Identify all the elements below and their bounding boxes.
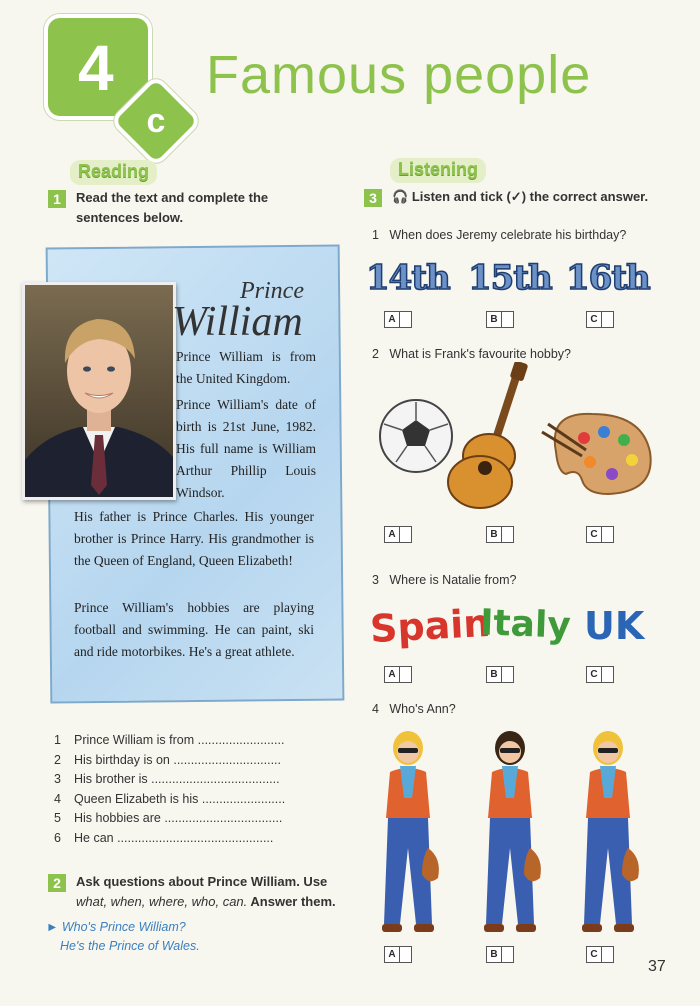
sentence-item[interactable]: 6 He can ............................................. xyxy=(54,830,274,845)
option-16th: 16th xyxy=(566,258,650,298)
football-icon xyxy=(380,400,452,472)
answer-box-1c[interactable]: C xyxy=(586,311,614,328)
guitar-icon xyxy=(448,362,528,508)
option-14th: 14th xyxy=(366,258,450,298)
answer-box-2c[interactable]: C xyxy=(586,526,614,543)
answer-box-3a[interactable]: A xyxy=(384,666,412,683)
option-italy: Italy xyxy=(479,602,572,647)
exercise-3-instruction: 🎧 Listen and tick (✓) the correct answer. xyxy=(392,189,649,204)
question-3: 3 Where is Natalie from? xyxy=(372,573,517,587)
card-paragraph-2: Prince William's date of birth is 21st June, 1982. His full name is William Arthur Phillip Louis Windsor. xyxy=(176,397,316,500)
sentence-list xyxy=(54,733,334,850)
card-title-small: Prince xyxy=(240,278,304,304)
exercise-1-instruction: Read the text and complete the sentences below. xyxy=(76,190,269,225)
sentence-item[interactable]: 5 His hobbies are .................................. xyxy=(54,811,283,825)
sentence-item[interactable]: 3 His brother is ..................................... xyxy=(54,772,280,786)
answer-box-1a[interactable]: A xyxy=(384,311,412,328)
exercise-2-instruction: Ask questions about Prince William. Use what, when, where, who, can. Answer them. xyxy=(76,874,336,909)
question-2: 2 What is Frank's favourite hobby? xyxy=(372,347,572,361)
answer-box-4b[interactable]: B xyxy=(486,946,514,963)
answer-box-1b[interactable]: B xyxy=(486,311,514,328)
answer-box-4a[interactable]: A xyxy=(384,946,412,963)
card-paragraph-3: His father is Prince Charles. His younger brother is Prince Harry. His grandmother is the Queen of England, Queen Elizabeth! xyxy=(74,509,314,568)
exercise-2-number: 2 xyxy=(48,874,66,892)
reading-heading: Reading xyxy=(70,160,157,185)
exercise-1-number: 1 xyxy=(48,190,66,208)
card-paragraph-1: Prince William is from the United Kingdom. xyxy=(176,349,316,386)
listening-heading: Listening xyxy=(390,158,486,183)
girl-b-icon xyxy=(474,728,554,934)
arrow-icon: ► xyxy=(46,920,59,934)
option-spain: Spain xyxy=(368,600,492,652)
page-number: 37 xyxy=(648,958,666,975)
question-1: 1 When does Jeremy celebrate his birthday? xyxy=(372,228,627,242)
lesson-letter: c xyxy=(146,102,166,140)
headphones-icon: 🎧 xyxy=(392,189,409,204)
page-title: Famous people xyxy=(206,45,592,105)
option-15th: 15th xyxy=(468,258,552,298)
answer-box-2b[interactable]: B xyxy=(486,526,514,543)
answer-box-3b[interactable]: B xyxy=(486,666,514,683)
girl-a-icon xyxy=(372,728,452,934)
answer-box-3c[interactable]: C xyxy=(586,666,614,683)
hobby-pictures xyxy=(372,362,662,512)
card-paragraph-4: Prince William's hobbies are playing football and swimming. He can paint, ski and ride motorbikes. He's a great athlete. xyxy=(74,600,314,659)
sentence-item[interactable]: 4 Queen Elizabeth is his ........................ xyxy=(54,791,286,806)
answer-box-4c[interactable]: C xyxy=(586,946,614,963)
unit-badge: 4 xyxy=(44,14,152,120)
palette-icon xyxy=(542,414,651,494)
sentence-item[interactable]: 2 His birthday is on ............................... xyxy=(54,752,282,767)
girl-c-icon xyxy=(572,728,652,934)
sentence-item[interactable]: 1 Prince William is from ......................... xyxy=(54,733,285,747)
question-4: 4 Who's Ann? xyxy=(372,702,456,716)
exercise-3-number: 3 xyxy=(364,189,382,207)
card-title: William xyxy=(172,299,303,345)
option-uk: UK xyxy=(584,604,645,648)
answer-box-2a[interactable]: A xyxy=(384,526,412,543)
prince-william-photo xyxy=(22,282,176,500)
example-block: ► Who's Prince William? He's the Prince of Wales. xyxy=(46,920,200,953)
